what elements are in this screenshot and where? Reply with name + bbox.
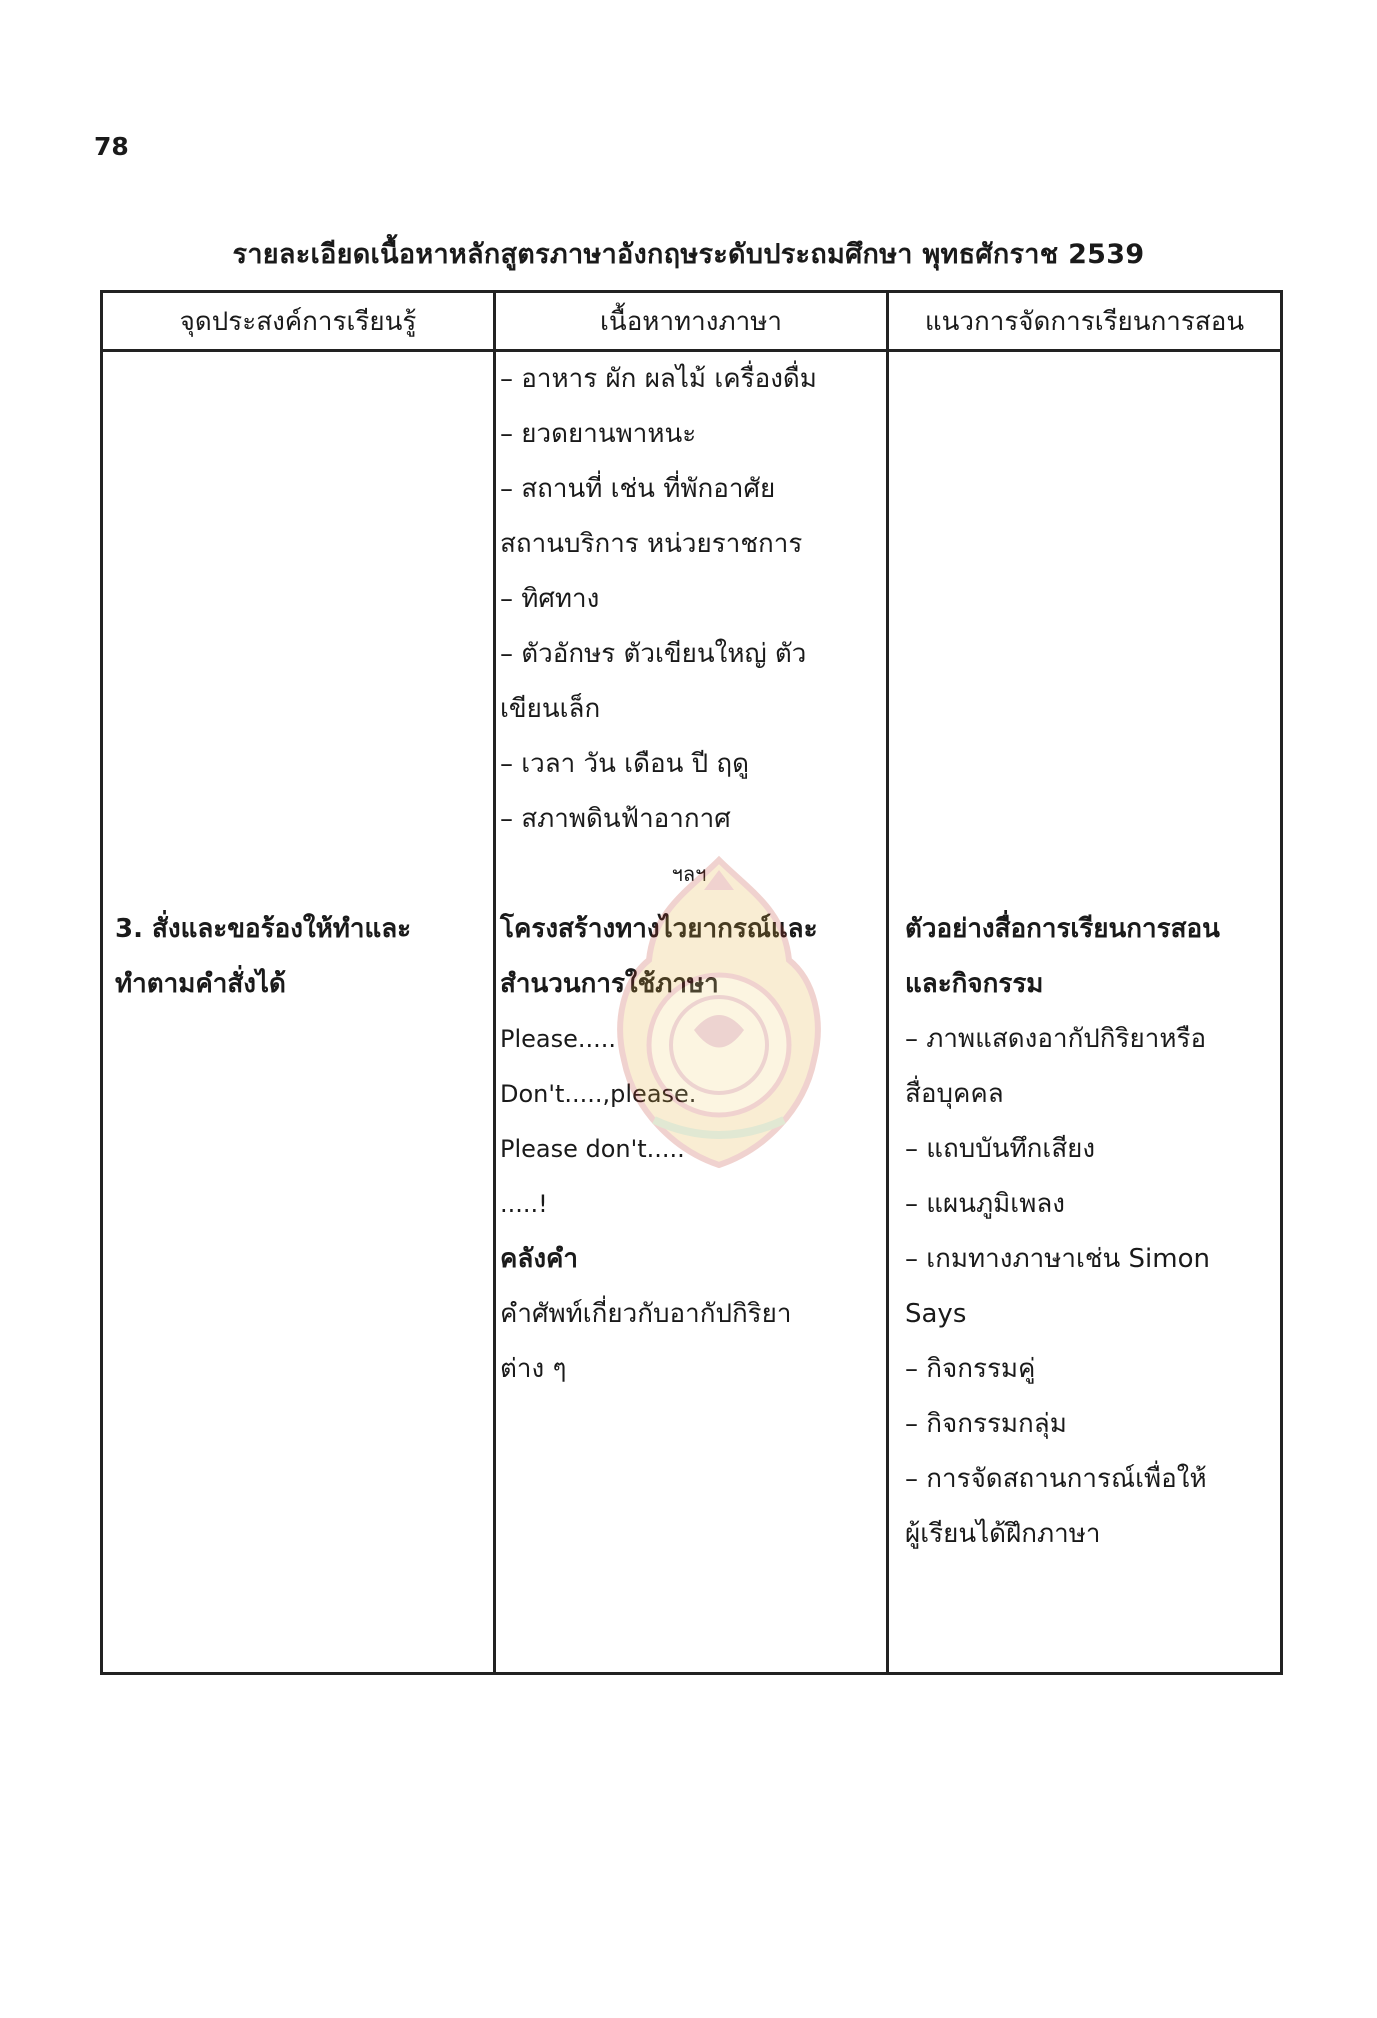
page-number: 78: [94, 132, 129, 161]
list-item: สถานบริการ หน่วยราชการ: [500, 529, 803, 559]
activities-heading: ตัวอย่างสื่อการเรียนการสอน: [905, 914, 1220, 944]
expression-item: Don't.....,please.: [500, 1080, 697, 1108]
list-item: – ยวดยานพาหนะ: [500, 419, 697, 449]
list-item: – ภาพแสดงอากัปกิริยาหรือ: [905, 1024, 1207, 1054]
list-item: สื่อบุคคล: [905, 1079, 1004, 1109]
list-item: – ทิศทาง: [500, 584, 600, 614]
header-objectives: จุดประสงค์การเรียนรู้: [102, 292, 495, 351]
objectives-cell: [102, 351, 495, 1674]
structure-heading: สำนวนการใช้ภาษา: [500, 969, 719, 999]
list-item: – กิจกรรมคู่: [905, 1354, 1036, 1384]
list-item: – ตัวอักษร ตัวเขียนใหญ่ ตัว: [500, 639, 807, 669]
activities-block: [889, 902, 1280, 1562]
vocab-line: ต่าง ๆ: [500, 1354, 567, 1384]
expression-item: Please.....: [500, 1025, 617, 1053]
vocab-heading: คลังคำ: [500, 1244, 579, 1274]
activities-heading: และกิจกรรม: [905, 969, 1044, 999]
topic-list: [496, 352, 886, 847]
language-content-cell: [495, 351, 888, 1674]
objective-line: ทำตามคำสั่งได้: [115, 969, 286, 999]
teaching-approach-cell: [888, 351, 1282, 1674]
page-title: รายละเอียดเนื้อหาหลักสูตรภาษาอังกฤษระดับประถมศึกษา พุทธศักราช 2539: [232, 239, 1145, 270]
list-item: – เวลา วัน เดือน ปี ฤดู: [500, 749, 750, 779]
list-item: ผู้เรียนได้ฝึกภาษา: [905, 1519, 1101, 1549]
curriculum-table: [100, 290, 1283, 1675]
etc-marker: ฯลฯ: [671, 862, 707, 886]
list-item: – อาหาร ผัก ผลไม้ เครื่องดื่ม: [500, 364, 817, 394]
header-teaching-approach: แนวการจัดการเรียนการสอน: [888, 292, 1282, 351]
list-item: – การจัดสถานการณ์เพื่อให้: [905, 1464, 1207, 1494]
expression-item: .....!: [500, 1190, 548, 1218]
list-item: – แผนภูมิเพลง: [905, 1189, 1065, 1219]
structure-heading: โครงสร้างทางไวยากรณ์และ: [500, 914, 818, 944]
objective-line: 3. สั่งและขอร้องให้ทำและ: [115, 914, 412, 944]
header-language-content: เนื้อหาทางภาษา: [495, 292, 888, 351]
list-item: – สถานที่ เช่น ที่พักอาศัย: [500, 474, 776, 504]
expression-item: Please don't.....: [500, 1135, 685, 1163]
list-item: – สภาพดินฟ้าอากาศ: [500, 804, 731, 834]
objective-block: [103, 902, 493, 1012]
table-header-row: [102, 292, 1282, 351]
list-item: เขียนเล็ก: [500, 694, 601, 724]
list-item: – กิจกรรมกลุ่ม: [905, 1409, 1067, 1439]
list-item: Says: [905, 1299, 967, 1329]
list-item: – เกมทางภาษาเช่น Simon: [905, 1244, 1210, 1274]
table-row: [102, 351, 1282, 1674]
vocab-line: คำศัพท์เกี่ยวกับอากัปกิริยา: [500, 1299, 792, 1329]
list-item: – แถบบันทึกเสียง: [905, 1134, 1096, 1164]
